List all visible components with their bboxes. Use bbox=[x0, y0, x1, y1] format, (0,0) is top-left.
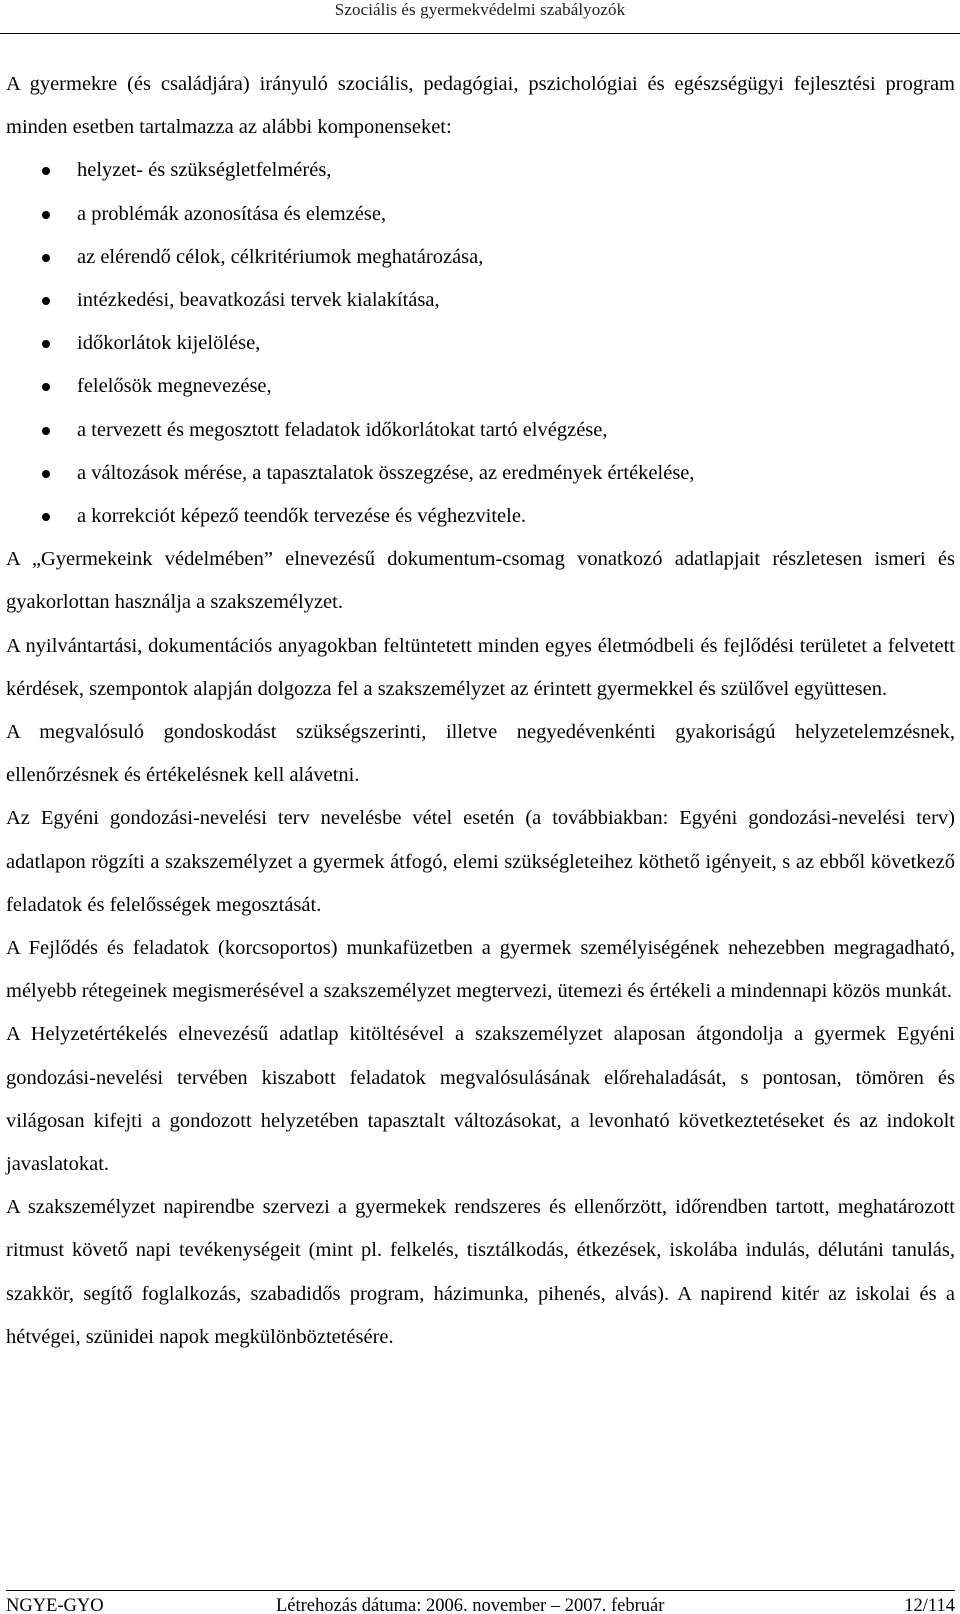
page-header bbox=[0, 0, 960, 34]
list-item-text: a változások mérése, a tapasztalatok összegzése, az eredmények értékelése, bbox=[77, 461, 695, 484]
list-item bbox=[6, 452, 955, 495]
components-list bbox=[6, 149, 955, 538]
list-item bbox=[6, 193, 955, 236]
list-item bbox=[6, 279, 955, 322]
paragraph-evaluation: A megvalósuló gondoskodást szükségszerinti, illetve negyedévenkénti gyakoriságú helyzetelemzésnek, ellenőrzésnek és értékelésnek kell alávetni. bbox=[6, 720, 955, 787]
list-item bbox=[6, 409, 955, 452]
footer-document-code: NGYE-GYO bbox=[6, 1596, 104, 1614]
bullet-icon bbox=[42, 470, 50, 478]
bullet-icon bbox=[42, 211, 50, 219]
bullet-icon bbox=[42, 383, 50, 391]
page-footer bbox=[6, 1590, 955, 1614]
bullet-icon bbox=[42, 427, 50, 435]
list-item-text: időkorlátok kijelölése, bbox=[77, 332, 261, 355]
bullet-icon bbox=[42, 513, 50, 521]
bullet-icon bbox=[42, 297, 50, 305]
footer-page-number: 12/114 bbox=[904, 1596, 955, 1614]
paragraph-daily-schedule: A szakszemélyzet napirendbe szervezi a gyermekek rendszeres és ellenőrzött, időrendben tartott, meghatározott ritmust követő napi tevékenységeit (mint pl. felkelés, tisztálkodás, étkezések, iskolába indulás, délutáni tanulás, szakkör, segítő foglalkozás, szabadidős program, házimunka, pihenés, alvás). A napirend kitér az iskolai és a hétvégei, szünidei napok megkülönböztetésére. bbox=[6, 1196, 955, 1348]
list-item-text: a tervezett és megosztott feladatok időkorlátokat tartó elvégzése, bbox=[77, 418, 608, 441]
header-title: Szociális és gyermekvédelmi szabályozók bbox=[334, 0, 626, 19]
list-item-text: a korrekciót képező teendők tervezése és véghezvitele. bbox=[77, 504, 527, 527]
list-item-text: a problémák azonosítása és elemzése, bbox=[77, 202, 387, 225]
paragraph-assessment: A Helyzetértékelés elnevezésű adatlap kitöltésével a szakszemélyzet alaposan átgondolja a gyermek Egyéni gondozási-nevelési tervében kiszabott feladatok megvalósulásának előrehaladását, s pontosan, tömören és világosan kifejti a gondozott helyzetében tapasztalt változásokat, a levonható következtetéseket és az indokolt javaslatokat. bbox=[6, 1023, 955, 1175]
footer-creation-date: Létrehozás dátuma: 2006. november – 2007. február bbox=[276, 1596, 665, 1614]
paragraph-records: A nyilvántartási, dokumentációs anyagokban feltüntetett minden egyes életmódbeli és fejlődési területet a felvetett kérdések, szempontok alapján dolgozza fel a szakszemélyzet az érintett gyermekkel és szülővel együttesen. bbox=[6, 634, 955, 700]
list-item-text: helyzet- és szükségletfelmérés, bbox=[77, 159, 332, 182]
paragraph-documentation-package: A „Gyermekeink védelmében” elnevezésű dokumentum-csomag vonatkozó adatlapjait részletesen ismeri és gyakorlottan használja a szakszemélyzet. bbox=[6, 548, 955, 614]
list-item-text: intézkedési, beavatkozási tervek kialakítása, bbox=[77, 288, 440, 311]
list-item-text: felelősök megnevezése, bbox=[77, 375, 272, 398]
list-item bbox=[6, 236, 955, 279]
list-item bbox=[6, 495, 955, 538]
bullet-icon bbox=[42, 167, 50, 175]
intro-paragraph: A gyermekre (és családjára) irányuló szociális, pedagógiai, pszichológiai és egészségügyi fejlesztési program minden esetben tartalmazza az alábbi komponenseket: bbox=[6, 73, 955, 139]
list-item bbox=[6, 365, 955, 408]
list-item-text: az elérendő célok, célkritériumok meghatározása, bbox=[77, 245, 484, 268]
bullet-icon bbox=[42, 254, 50, 262]
document-body bbox=[6, 63, 955, 1359]
list-item bbox=[6, 322, 955, 365]
bullet-icon bbox=[42, 340, 50, 348]
paragraph-individual-plan: Az Egyéni gondozási-nevelési terv nevelésbe vétel esetén (a továbbiakban: Egyéni gondozási-nevelési terv) adatlapon rögzíti a szakszemélyzet a gyermek átfogó, elemi szükségleteihez köthető igényeit, s az ebből következő feladatok és felelősségek megosztását. bbox=[6, 807, 955, 916]
list-item bbox=[6, 149, 955, 192]
paragraph-workbook: A Fejlődés és feladatok (korcsoportos) munkafüzetben a gyermek személyiségének nehezebben megragadható, mélyebb rétegeinek megismerésével a szakszemélyzet megtervezi, ütemezi és értékeli a mindennapi közös munkát. bbox=[6, 936, 955, 1003]
